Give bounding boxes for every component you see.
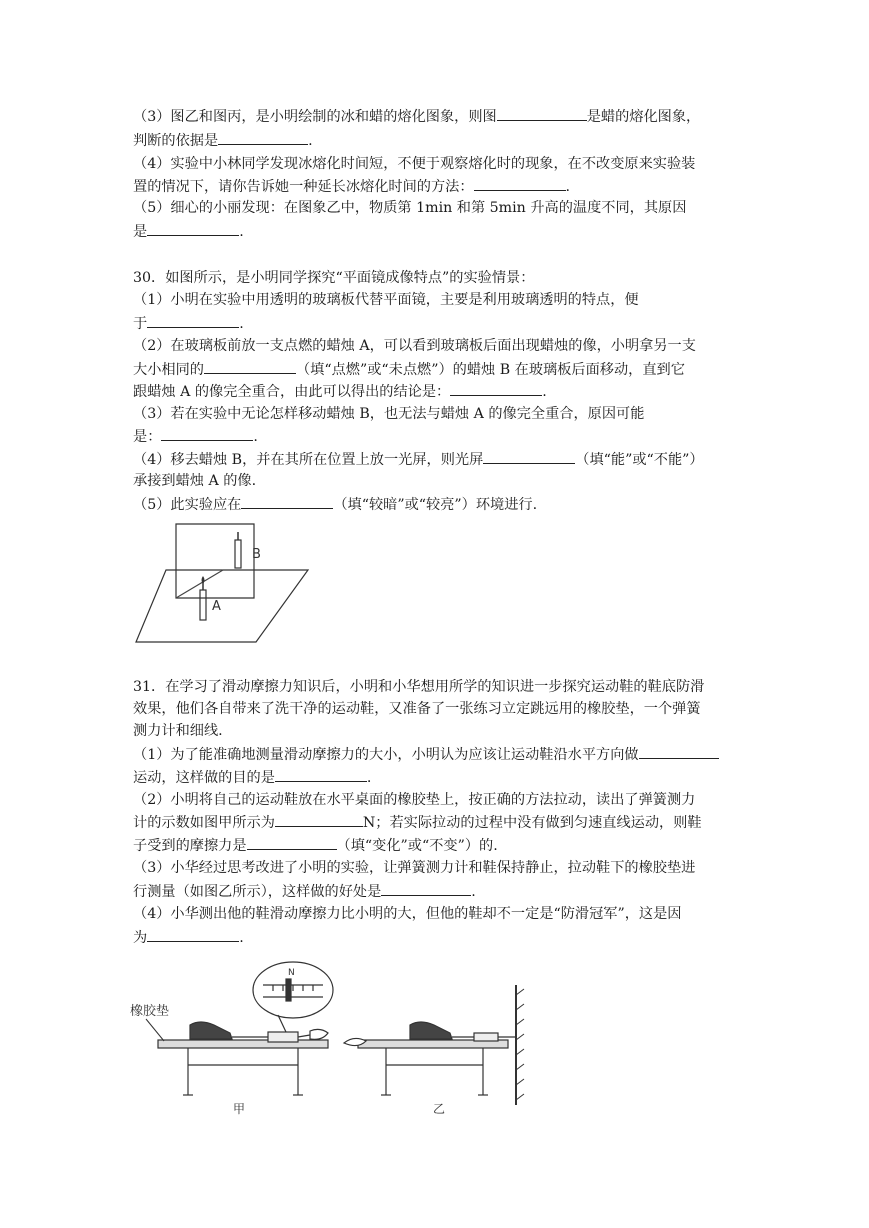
q31-part1-line1: （1）为了能准确地测量滑动摩擦力的大小，小明认为应该让运动鞋沿水平方向做 (133, 744, 719, 765)
q30-part4-line2: 承接到蜡烛 A 的像. (133, 473, 257, 489)
table-yi (358, 1040, 508, 1095)
answer-blank[interactable] (218, 130, 308, 145)
answer-blank[interactable] (483, 449, 575, 464)
q31-part3-line2: 行测量（如图乙所示），这样做的好处是 . (133, 881, 476, 902)
q31-part4-line2: 为 . (133, 927, 244, 948)
hand-icon (310, 1029, 328, 1039)
answer-blank[interactable] (275, 767, 367, 782)
q31-part2-line1: （2）小明将自己的运动鞋放在水平桌面的橡胶垫上，按正确的方法拉动，读出了弹簧测力 (133, 792, 696, 808)
answer-blank[interactable] (147, 221, 239, 236)
answer-blank[interactable] (275, 812, 363, 827)
answer-blank[interactable] (161, 426, 253, 441)
table-surface (136, 570, 308, 642)
q30-part1-line2: 于 . (133, 313, 244, 334)
q31-part2-line3: 子受到的摩擦力是 （填“变化”或“不变”）的. (133, 835, 498, 856)
answer-blank[interactable] (204, 359, 296, 374)
glass-plate (176, 524, 254, 598)
q29-part4-line2: 置的情况下，请你告诉她一种延长冰熔化时间的方法： . (133, 176, 570, 197)
q31-intro-line1: 31．在学习了滑动摩擦力知识后，小明和小华想用所学的知识进一步探究运动鞋的鞋底防滑 (133, 679, 705, 695)
rubber-pad-label: 橡胶垫 (130, 1004, 170, 1019)
spring-scale-icon (474, 1033, 498, 1041)
candle-b-icon (235, 540, 241, 568)
answer-blank[interactable] (639, 744, 719, 759)
answer-blank[interactable] (241, 494, 333, 509)
q31-intro-line2: 效果，他们各自带来了洗干净的运动鞋，又准备了一张练习立定跳远用的橡胶垫，一个弹簧 (133, 701, 701, 717)
answer-blank[interactable] (247, 835, 337, 850)
table-jia (158, 1040, 328, 1095)
q30-part4-line1: （4）移去蜡烛 B，并在其所在位置上放一光屏，则光屏 （填“能”或“不能”） (133, 449, 704, 470)
q30-part1-line1: （1）小明在实验中用透明的玻璃板代替平面镜，主要是利用玻璃透明的特点，便 (133, 292, 639, 308)
q29-part4-line1: （4）实验中小林同学发现冰熔化时间短，不便于观察熔化时的现象，在不改变原来实验装 (133, 156, 696, 172)
answer-blank[interactable] (147, 927, 239, 942)
shoe-icon (190, 1022, 232, 1039)
label-a: A (212, 599, 221, 614)
dial-unit-label: N (288, 968, 295, 978)
candle-a-icon (200, 590, 206, 620)
q29-part5-line1: （5）细心的小丽发现：在图象乙中，物质第 1min 和第 5min 升高的温度不同，其原因 (133, 200, 687, 216)
label-b: B (252, 547, 261, 562)
mirror-experiment-figure (128, 518, 320, 644)
answer-blank[interactable] (474, 176, 566, 191)
answer-blank[interactable] (381, 881, 471, 896)
q30-part2-line3: 跟蜡烛 A 的像完全重合，由此可以得出的结论是： . (133, 381, 547, 402)
shoe-icon (410, 1022, 452, 1039)
spring-scale-icon (268, 1032, 298, 1042)
q30-intro: 30．如图所示，是小明同学探究“平面镜成像特点”的实验情景： (133, 270, 535, 286)
friction-experiment-figure (128, 955, 538, 1115)
q31-part2-line2: 计的示数如图甲所示为 N；若实际拉动的过程中没有做到匀速直线运动，则鞋 (133, 812, 702, 833)
q30-part5-line1: （5）此实验应在 （填“较暗”或“较亮”）环境进行. (133, 494, 537, 515)
q29-part5-line2: 是 . (133, 221, 244, 242)
q31-intro-line3: 测力计和细线. (133, 723, 223, 739)
q31-part4-line1: （4）小华测出他的鞋滑动摩擦力比小明的大，但他的鞋却不一定是“防滑冠军”，这是因 (133, 906, 682, 922)
q30-part3-line1: （3）若在实验中无论怎样移动蜡烛 B，也无法与蜡烛 A 的像完全重合，原因可能 (133, 406, 645, 422)
q31-part1-line2: 运动，这样做的目的是 . (133, 767, 371, 788)
label-jia: 甲 (233, 1102, 246, 1116)
q31-part3-line1: （3）小华经过思考改进了小明的实验，让弹簧测力计和鞋保持静止，拉动鞋下的橡胶垫进 (133, 860, 696, 876)
answer-blank[interactable] (147, 313, 239, 328)
answer-blank[interactable] (450, 381, 542, 396)
answer-blank[interactable] (497, 106, 587, 121)
label-yi: 乙 (433, 1102, 446, 1116)
q29-part3-line2: 判断的依据是 . (133, 130, 313, 151)
q30-part3-line2: 是： . (133, 426, 258, 447)
q29-part3-line1: （3）图乙和图丙，是小明绘制的冰和蜡的熔化图象，则图 是蜡的熔化图象， (133, 106, 700, 127)
q30-part2-line1: （2）在玻璃板前放一支点燃的蜡烛 A，可以看到玻璃板后面出现蜡烛的像，小明拿另一支 (133, 338, 696, 354)
q30-part2-line2: 大小相同的 （填“点燃”或“未点燃”）的蜡烛 B 在玻璃板后面移动，直到它 (133, 359, 685, 380)
